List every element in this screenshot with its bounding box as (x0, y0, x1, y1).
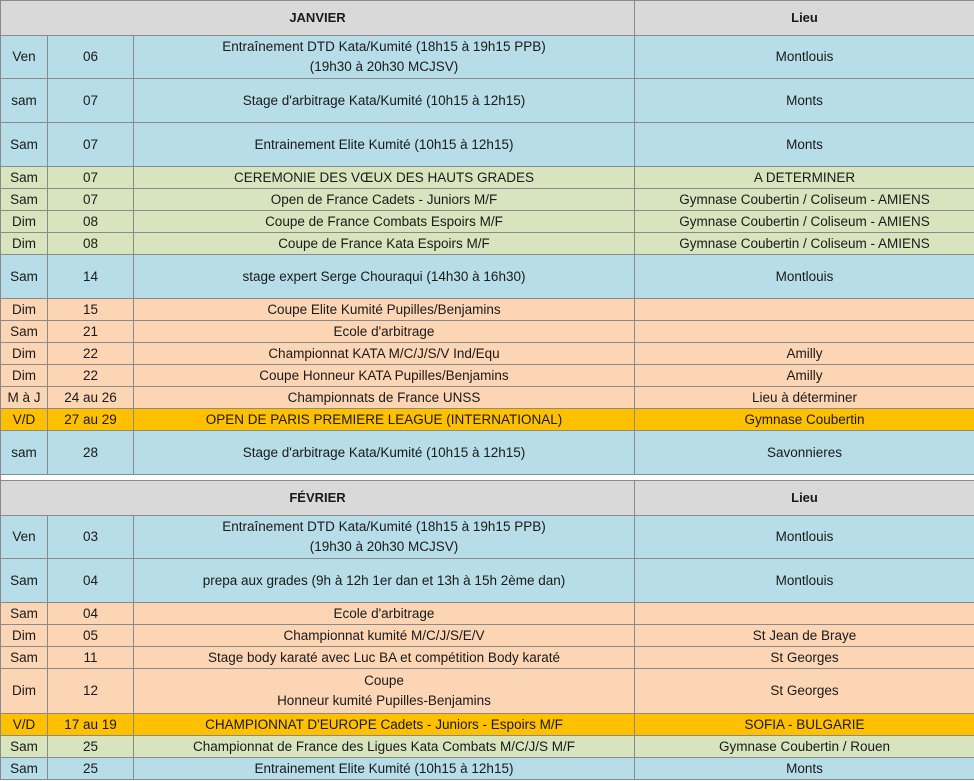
place-cell: Gymnase Coubertin / Coliseum - AMIENS (635, 189, 974, 211)
event-line: Coupe de France Kata Espoirs M/F (278, 235, 490, 251)
event-line: Championnat de France des Ligues Kata Combats M/C/J/S M/F (193, 738, 575, 754)
event-row (1, 123, 974, 167)
place-cell: Monts (635, 123, 974, 167)
event-line: Entraînement DTD Kata/Kumité (18h15 à 19h15 PPB) (222, 519, 546, 534)
event-line: stage expert Serge Chouraqui (14h30 à 16h30) (242, 268, 526, 284)
day-cell: Dim (1, 625, 48, 647)
event-row (1, 736, 974, 758)
event-cell (134, 343, 635, 365)
date-cell: 11 (48, 647, 134, 669)
day-cell: V/D (1, 714, 48, 736)
event-line: CEREMONIE DES VŒUX DES HAUTS GRADES (233, 169, 535, 185)
day-cell: Sam (1, 123, 48, 167)
day-cell: Dim (1, 343, 48, 365)
event-line-2: Honneur kumité Pupilles-Benjamins (277, 693, 491, 708)
event-cell (134, 189, 635, 211)
event-line: Entrainement Elite Kumité (10h15 à 12h15) (254, 760, 514, 776)
day-cell: Sam (1, 603, 48, 625)
place-header: Lieu (635, 481, 974, 516)
month-header-row (1, 481, 974, 516)
event-row (1, 603, 974, 625)
event-line: prepa aux grades (9h à 12h 1er dan et 13h à 15h 2ème dan) (202, 572, 566, 588)
date-cell: 28 (48, 431, 134, 475)
event-line: OPEN DE PARIS PREMIERE LEAGUE (INTERNATIONAL) (205, 411, 563, 427)
event-cell (134, 736, 635, 758)
date-cell: 06 (48, 36, 134, 79)
event-cell (134, 409, 635, 431)
event-cell (134, 647, 635, 669)
place-cell: Gymnase Coubertin / Rouen (635, 736, 974, 758)
day-cell: Sam (1, 321, 48, 343)
place-cell: Monts (635, 79, 974, 123)
event-row (1, 387, 974, 409)
place-cell: Amilly (635, 343, 974, 365)
date-cell: 07 (48, 167, 134, 189)
date-cell: 17 au 19 (48, 714, 134, 736)
event-row (1, 79, 974, 123)
date-cell: 03 (48, 516, 134, 559)
date-cell: 24 au 26 (48, 387, 134, 409)
event-cell (134, 36, 635, 79)
event-row (1, 36, 974, 79)
event-cell (134, 321, 635, 343)
place-cell: SOFIA - BULGARIE (635, 714, 974, 736)
event-cell (134, 79, 635, 123)
event-line: Coupe Honneur KATA Pupilles/Benjamins (259, 367, 509, 383)
date-cell: 15 (48, 299, 134, 321)
day-cell: Dim (1, 365, 48, 387)
event-line-2: (19h30 à 20h30 MCJSV) (309, 539, 459, 554)
event-line: Stage d'arbitrage Kata/Kumité (10h15 à 12h15) (242, 444, 526, 460)
event-line: Championnats de France UNSS (287, 389, 481, 405)
date-cell: 14 (48, 255, 134, 299)
event-row (1, 255, 974, 299)
day-cell: Dim (1, 211, 48, 233)
event-cell (134, 365, 635, 387)
event-cell (134, 123, 635, 167)
date-cell: 05 (48, 625, 134, 647)
place-cell (635, 299, 974, 321)
event-row (1, 299, 974, 321)
place-cell: Montlouis (635, 36, 974, 79)
day-cell: Sam (1, 255, 48, 299)
place-cell (635, 603, 974, 625)
place-cell: Savonnieres (635, 431, 974, 475)
date-cell: 08 (48, 211, 134, 233)
event-line: Stage d'arbitrage Kata/Kumité (10h15 à 12h15) (242, 92, 526, 108)
date-cell: 21 (48, 321, 134, 343)
event-line: Ecole d'arbitrage (333, 605, 435, 621)
event-line-2: (19h30 à 20h30 MCJSV) (309, 59, 459, 74)
date-cell: 07 (48, 189, 134, 211)
place-cell: Gymnase Coubertin / Coliseum - AMIENS (635, 211, 974, 233)
date-cell: 04 (48, 559, 134, 603)
event-cell (134, 669, 635, 714)
event-row (1, 516, 974, 559)
event-line: Entraînement DTD Kata/Kumité (18h15 à 19h15 PPB) (222, 39, 546, 54)
event-cell (134, 559, 635, 603)
date-cell: 07 (48, 123, 134, 167)
place-cell: Gymnase Coubertin (635, 409, 974, 431)
event-cell (134, 758, 635, 780)
event-cell (134, 255, 635, 299)
schedule-body (1, 1, 974, 780)
event-cell (134, 603, 635, 625)
day-cell: Sam (1, 647, 48, 669)
event-row (1, 343, 974, 365)
event-line: Coupe (364, 673, 404, 688)
month-title: FÉVRIER (1, 481, 635, 516)
event-cell (134, 233, 635, 255)
event-cell (134, 625, 635, 647)
day-cell: Sam (1, 167, 48, 189)
event-line: Coupe de France Combats Espoirs M/F (265, 213, 503, 229)
event-cell (134, 167, 635, 189)
date-cell: 27 au 29 (48, 409, 134, 431)
event-cell (134, 714, 635, 736)
date-cell: 08 (48, 233, 134, 255)
place-cell: St Jean de Braye (635, 625, 974, 647)
day-cell: Sam (1, 189, 48, 211)
place-cell: Montlouis (635, 255, 974, 299)
event-cell (134, 516, 635, 559)
day-cell: Ven (1, 516, 48, 559)
date-cell: 22 (48, 365, 134, 387)
event-row (1, 714, 974, 736)
event-cell (134, 299, 635, 321)
event-row (1, 669, 974, 714)
day-cell: Ven (1, 36, 48, 79)
place-cell: Gymnase Coubertin / Coliseum - AMIENS (635, 233, 974, 255)
event-line: CHAMPIONNAT D'EUROPE Cadets - Juniors - Espoirs M/F (205, 716, 563, 732)
month-title: JANVIER (1, 1, 635, 36)
place-header: Lieu (635, 1, 974, 36)
month-header-row (1, 1, 974, 36)
event-row (1, 758, 974, 780)
event-line: Championnat kumité M/C/J/S/E/V (283, 627, 485, 643)
date-cell: 04 (48, 603, 134, 625)
place-cell: A DETERMINER (635, 167, 974, 189)
day-cell: Dim (1, 299, 48, 321)
event-row (1, 167, 974, 189)
event-row (1, 189, 974, 211)
day-cell: Dim (1, 669, 48, 714)
day-cell: M à J (1, 387, 48, 409)
event-line: Championnat KATA M/C/J/S/V Ind/Equ (268, 345, 500, 361)
place-cell: Montlouis (635, 559, 974, 603)
event-line: Ecole d'arbitrage (333, 323, 435, 339)
day-cell: Sam (1, 559, 48, 603)
date-cell: 22 (48, 343, 134, 365)
date-cell: 07 (48, 79, 134, 123)
place-cell: Amilly (635, 365, 974, 387)
day-cell: Dim (1, 233, 48, 255)
place-cell: Lieu à déterminer (635, 387, 974, 409)
event-row (1, 233, 974, 255)
event-line: Entrainement Elite Kumité (10h15 à 12h15) (254, 136, 514, 152)
event-cell (134, 431, 635, 475)
event-cell (134, 387, 635, 409)
event-row (1, 625, 974, 647)
event-cell (134, 211, 635, 233)
place-cell: Monts (635, 758, 974, 780)
date-cell: 25 (48, 736, 134, 758)
place-cell (635, 321, 974, 343)
day-cell: Sam (1, 736, 48, 758)
event-row (1, 409, 974, 431)
date-cell: 25 (48, 758, 134, 780)
event-line: Stage body karaté avec Luc BA et compétition Body karaté (208, 649, 560, 665)
place-cell: St Georges (635, 647, 974, 669)
day-cell: sam (1, 431, 48, 475)
event-line: Open de France Cadets - Juniors M/F (270, 191, 498, 207)
place-cell: St Georges (635, 669, 974, 714)
event-row (1, 365, 974, 387)
date-cell: 12 (48, 669, 134, 714)
day-cell: sam (1, 79, 48, 123)
place-cell: Montlouis (635, 516, 974, 559)
day-cell: V/D (1, 409, 48, 431)
event-row (1, 211, 974, 233)
event-row (1, 431, 974, 475)
event-line: Coupe Elite Kumité Pupilles/Benjamins (267, 301, 501, 317)
event-row (1, 321, 974, 343)
day-cell: Sam (1, 758, 48, 780)
event-row (1, 647, 974, 669)
event-row (1, 559, 974, 603)
